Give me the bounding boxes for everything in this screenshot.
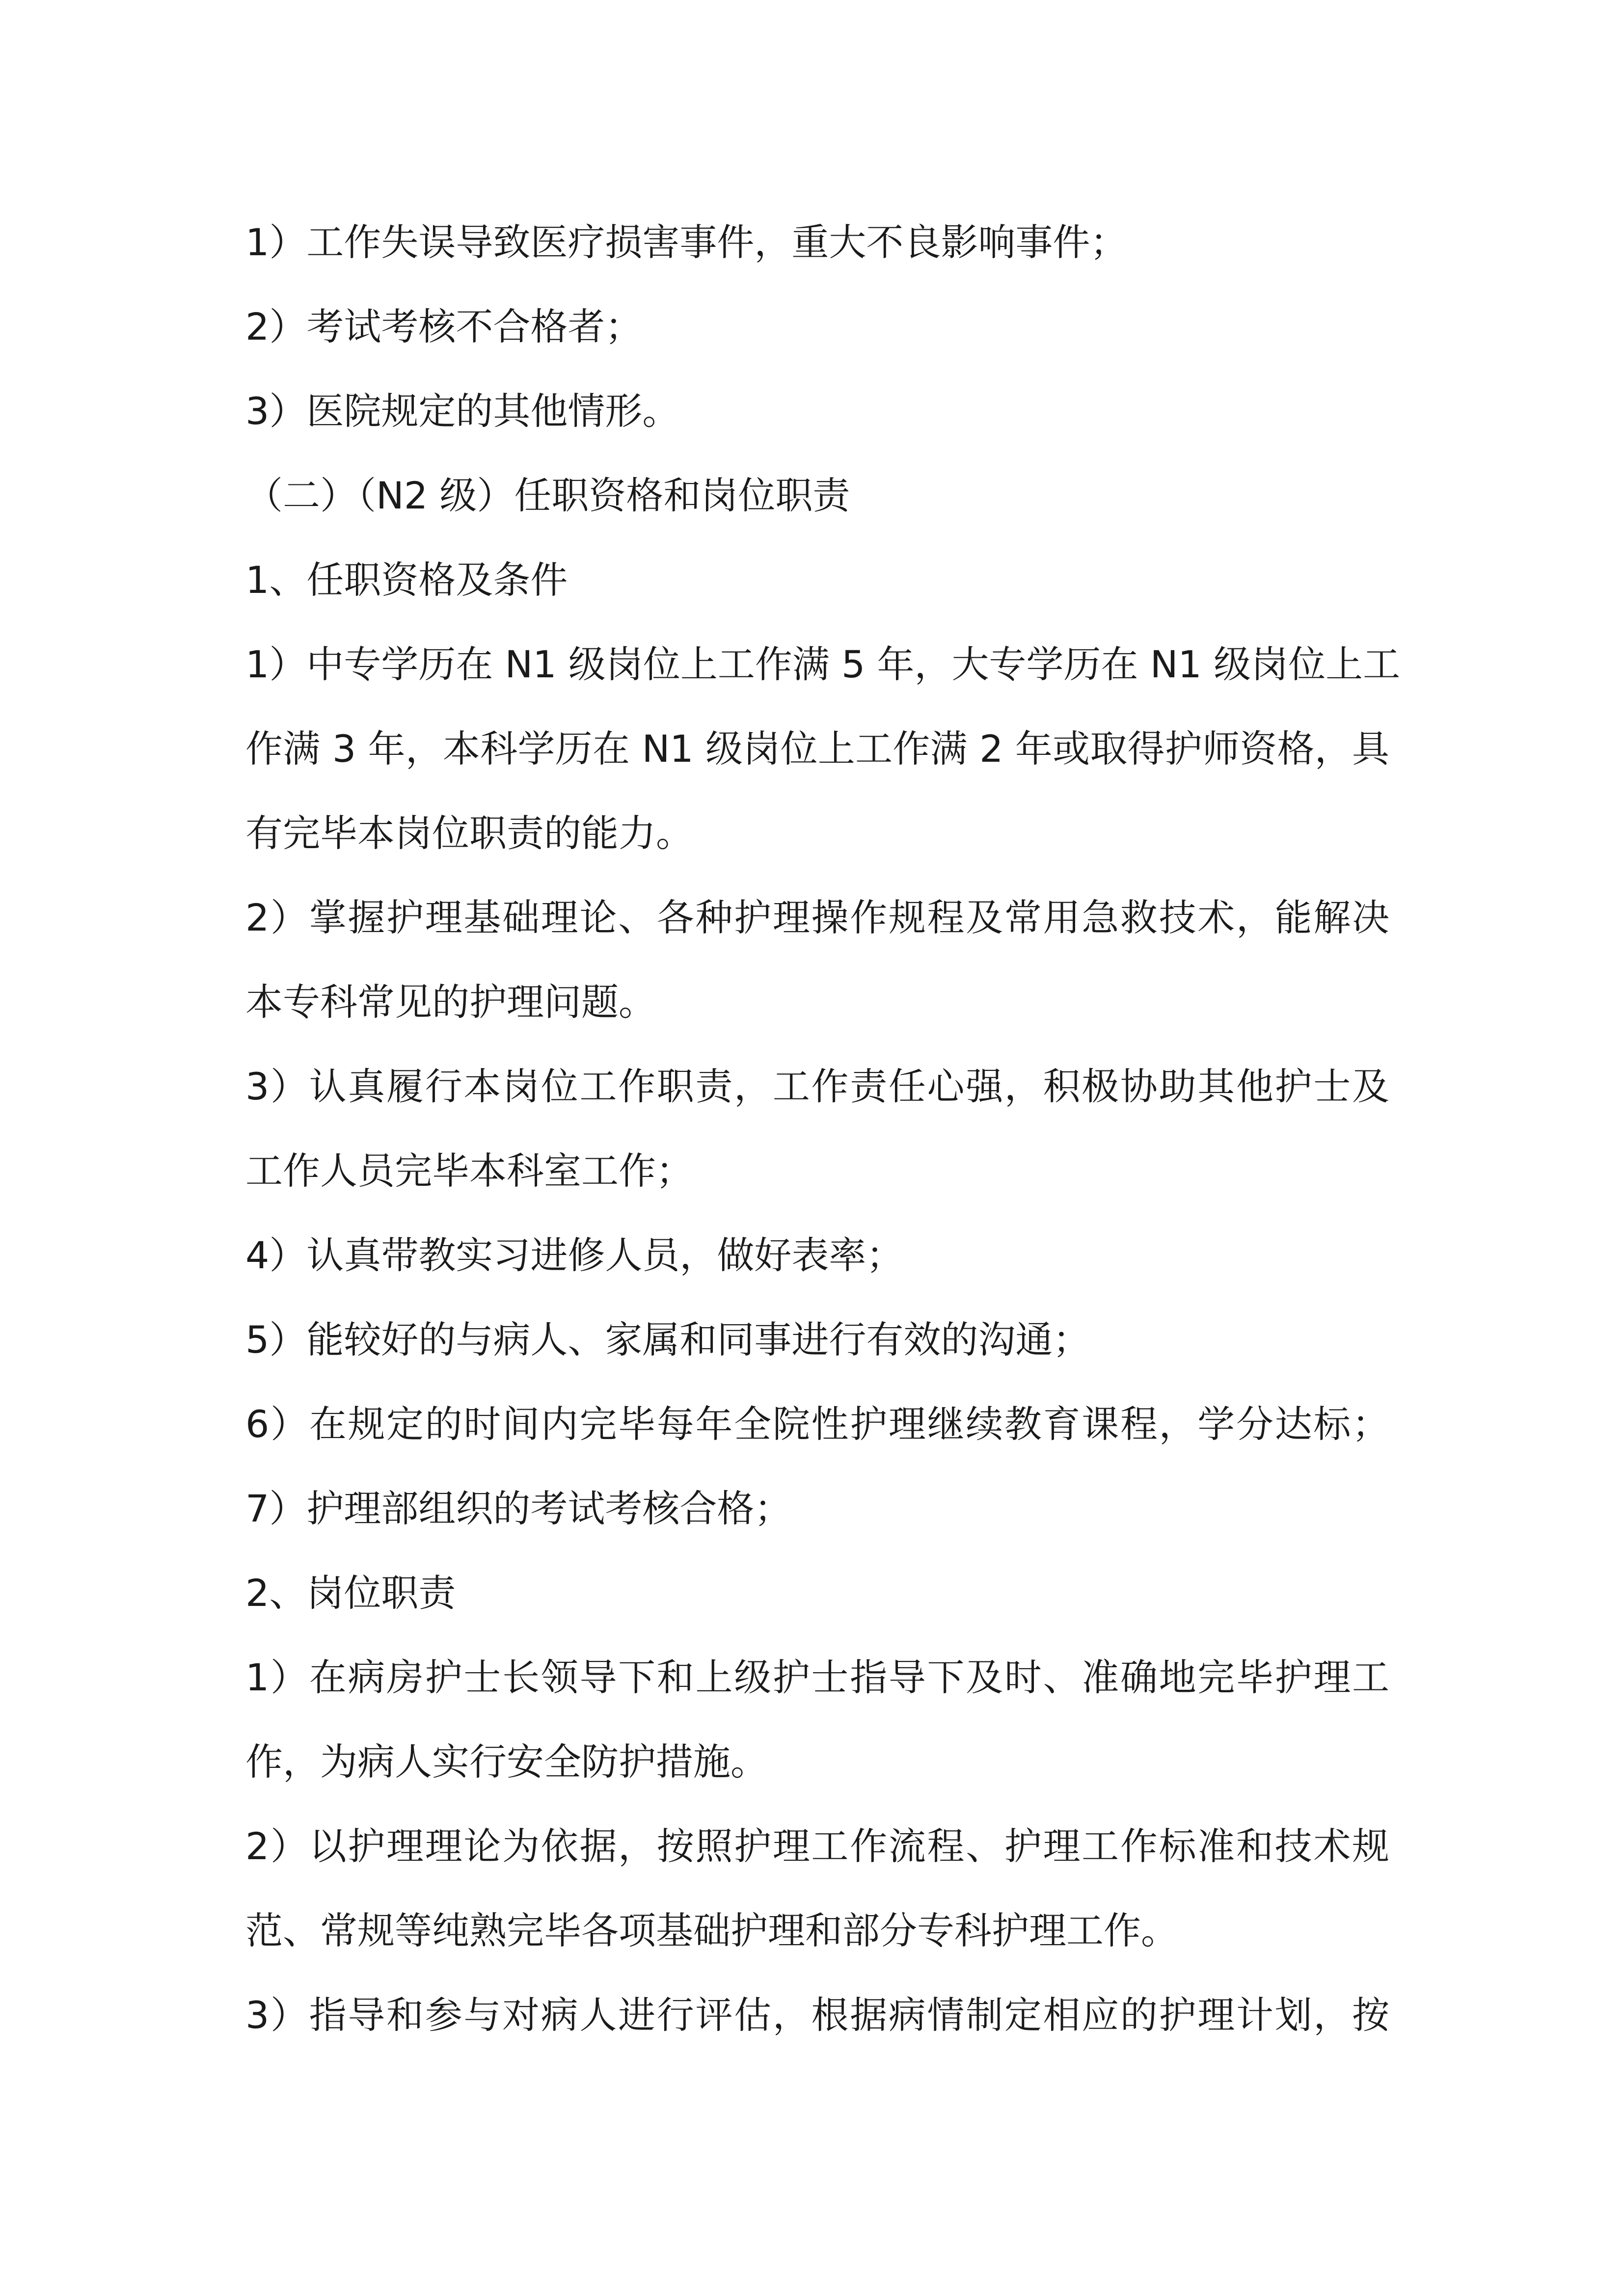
text-line: 作满 3 年，本科学历在 N1 级岗位上工作满 2 年或取得护师资格，具 — [245, 727, 1389, 771]
subsection-heading: 1、任职资格及条件 — [245, 558, 568, 602]
text-line: 3）指导和参与对病人进行评估，根据病情制定相应的护理计划，按 — [245, 1993, 1389, 2037]
text-line: 2）掌握护理基础理论、各种护理操作规程及常用急救技术，能解决 — [245, 896, 1389, 939]
section-heading: （二）（N2 级）任职资格和岗位职责 — [245, 474, 850, 517]
text-line: 有完毕本岗位职责的能力。 — [245, 811, 693, 855]
text-line: 本专科常见的护理问题。 — [245, 980, 656, 1024]
text-line: 1）中专学历在 N1 级岗位上工作满 5 年，大专学历在 N1 级岗位上工 — [245, 642, 1401, 686]
text-line: 4）认真带教实习进修人员，做好表率； — [245, 1233, 904, 1277]
text-line: 7）护理部组织的考试考核合格； — [245, 1487, 792, 1530]
text-line: 工作人员完毕本科室工作； — [245, 1149, 693, 1193]
text-line: 1）工作失误导致医疗损害事件，重大不良影响事件； — [245, 220, 1128, 264]
text-line: 3）医院规定的其他情形。 — [245, 389, 680, 433]
text-line: 5）能较好的与病人、家属和同事进行有效的沟通； — [245, 1318, 1090, 1362]
text-line: 1）在病房护士长领导下和上级护士指导下及时、准确地完毕护理工 — [245, 1655, 1389, 1699]
text-line: 2）以护理理论为依据，按照护理工作流程、护理工作标准和技术规 — [245, 1824, 1389, 1868]
text-line: 2）考试考核不合格者； — [245, 305, 643, 348]
text-line: 作，为病人实行安全防护措施。 — [245, 1740, 768, 1784]
text-line: 范、常规等纯熟完毕各项基础护理和部分专科护理工作。 — [245, 1909, 1178, 1952]
text-line: 3）认真履行本岗位工作职责，工作责任心强，积极协助其他护士及 — [245, 1065, 1389, 1108]
subsection-heading: 2、岗位职责 — [245, 1571, 456, 1615]
text-line: 6）在规定的时间内完毕每年全院性护理继续教育课程，学分达标； — [245, 1402, 1389, 1446]
